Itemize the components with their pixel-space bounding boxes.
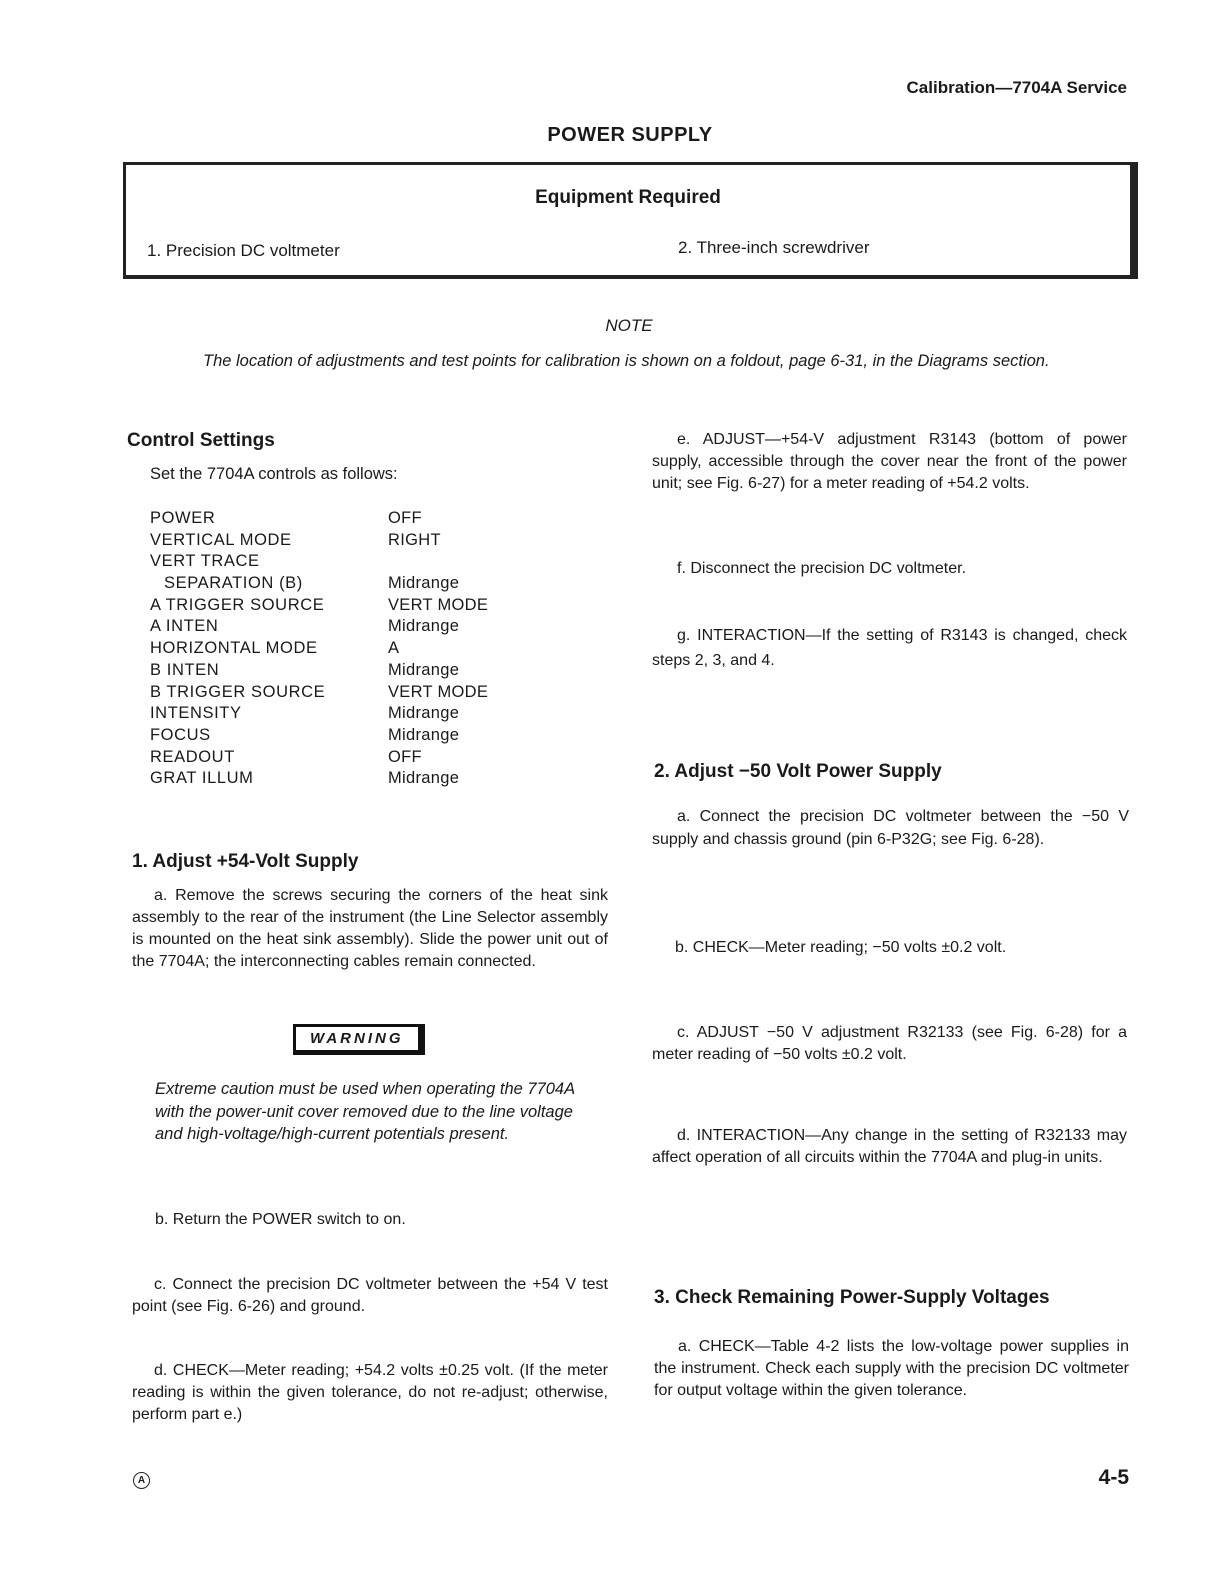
step1-e: e. ADJUST—+54-V adjustment R3143 (bottom of power supply, accessible through the cover near the front of the power unit; see Fig. 6-27) for a meter reading of +54.2 volts. [652, 431, 1127, 492]
step1-f: f. Disconnect the precision DC voltmeter. [677, 560, 967, 577]
settings-row [150, 530, 530, 552]
step1-heading-wrap [132, 851, 358, 873]
setting-label: VERTICAL MODE [150, 530, 292, 549]
step3-heading-wrap [654, 1287, 1050, 1309]
step3-heading: 3. Check Remaining Power-Supply Voltages [654, 1287, 1050, 1308]
settings-row [150, 660, 530, 682]
setting-value: OFF [388, 509, 422, 527]
step1-b: b. Return the POWER switch to on. [155, 1211, 406, 1228]
step3-a: a. CHECK—Table 4-2 lists the low-voltage power supplies in the instrument. Check each supply with the precision DC voltmeter for output voltage within the given tolerance. [654, 1338, 1129, 1399]
setting-label: B TRIGGER SOURCE [150, 682, 326, 701]
setting-value: Midrange [388, 617, 460, 636]
settings-row [150, 638, 530, 660]
setting-value: Midrange [388, 725, 460, 744]
setting-value: Midrange [388, 769, 460, 788]
setting-label: READOUT [150, 747, 235, 766]
settings-row [150, 595, 530, 617]
warning-label: WARNING [293, 1024, 425, 1055]
setting-label: A INTEN [150, 617, 219, 636]
setting-value: VERT MODE [388, 595, 489, 614]
setting-label: A TRIGGER SOURCE [150, 595, 325, 614]
page-number: 4-5 [1098, 1466, 1129, 1489]
control-settings-heading [127, 430, 275, 452]
settings-row [150, 768, 530, 790]
setting-label: FOCUS [150, 725, 211, 744]
control-settings-intro: Set the 7704A controls as follows: [150, 465, 398, 483]
step1-heading: 1. Adjust +54-Volt Supply [132, 851, 359, 872]
setting-value: RIGHT [388, 530, 441, 549]
setting-label: GRAT ILLUM [150, 769, 254, 788]
setting-value: Midrange [388, 704, 460, 723]
settings-row [150, 747, 530, 769]
control-settings-table [150, 508, 530, 790]
setting-value: Midrange [388, 574, 460, 593]
note-title: NOTE [605, 316, 653, 335]
setting-value: Midrange [388, 660, 460, 679]
step2-heading-wrap [654, 761, 942, 783]
setting-label: SEPARATION (B) [164, 574, 303, 593]
note-text: The location of adjustments and test points for calibration is shown on a foldout, page 6-31, in the Diagrams section. [203, 352, 1050, 370]
settings-row [150, 573, 530, 595]
setting-label: B INTEN [150, 660, 220, 679]
setting-label: HORIZONTAL MODE [150, 639, 318, 658]
settings-row [150, 551, 530, 573]
settings-row [150, 508, 530, 530]
step1-a: a. Remove the screws securing the corners of the heat sink assembly to the rear of the instrument (the Line Selector assembly is mounted on the heat sink assembly). Slide the power unit out of the 7704A; the interconnecting cables remain connected. [132, 887, 608, 970]
settings-row [150, 616, 530, 638]
step1-c: c. Connect the precision DC voltmeter between the +54 V test point (see Fig. 6-26) and ground. [132, 1276, 608, 1315]
step2-d: d. INTERACTION—Any change in the setting of R32133 may affect operation of all circuits within the 7704A and plug-in units. [652, 1127, 1127, 1166]
setting-label: INTENSITY [150, 704, 242, 723]
settings-row [150, 703, 530, 725]
equipment-item: 1. Precision DC voltmeter [147, 241, 340, 260]
step2-a: a. Connect the precision DC voltmeter between the −50 V supply and chassis ground (pin 6-P32G; see Fig. 6-28). [652, 808, 1129, 848]
settings-row [150, 725, 530, 747]
equipment-required-box [123, 162, 1138, 279]
equipment-item: 2. Three-inch screwdriver [678, 238, 870, 257]
setting-label: POWER [150, 509, 216, 527]
step1-d: d. CHECK—Meter reading; +54.2 volts ±0.25 volt. (If the meter reading is within the given tolerance, do not re-adjust; otherwise, perform part e.) [132, 1362, 608, 1423]
settings-row [150, 682, 530, 704]
step2-b: b. CHECK—Meter reading; −50 volts ±0.2 volt. [675, 939, 1007, 956]
setting-value: A [388, 639, 400, 658]
setting-label: VERT TRACE [150, 552, 260, 571]
revision-mark: A [133, 1472, 150, 1489]
control-settings-title: Control Settings [127, 430, 275, 451]
equipment-required-title: Equipment Required [535, 187, 721, 208]
step1-g: g. INTERACTION—If the setting of R3143 is changed, check steps 2, 3, and 4. [652, 627, 1127, 669]
section-title: POWER SUPPLY [547, 124, 713, 146]
setting-value: OFF [388, 747, 422, 766]
warning-text: Extreme caution must be used when operating the 7704A with the power-unit cover removed due to the line voltage and high-voltage/high-current potentials present. [155, 1080, 575, 1143]
step2-c: c. ADJUST −50 V adjustment R32133 (see Fig. 6-28) for a meter reading of −50 volts ±0.2 volt. [652, 1024, 1127, 1063]
setting-value: VERT MODE [388, 682, 489, 701]
running-header: Calibration—7704A Service [906, 78, 1127, 97]
step2-heading: 2. Adjust −50 Volt Power Supply [654, 761, 942, 782]
